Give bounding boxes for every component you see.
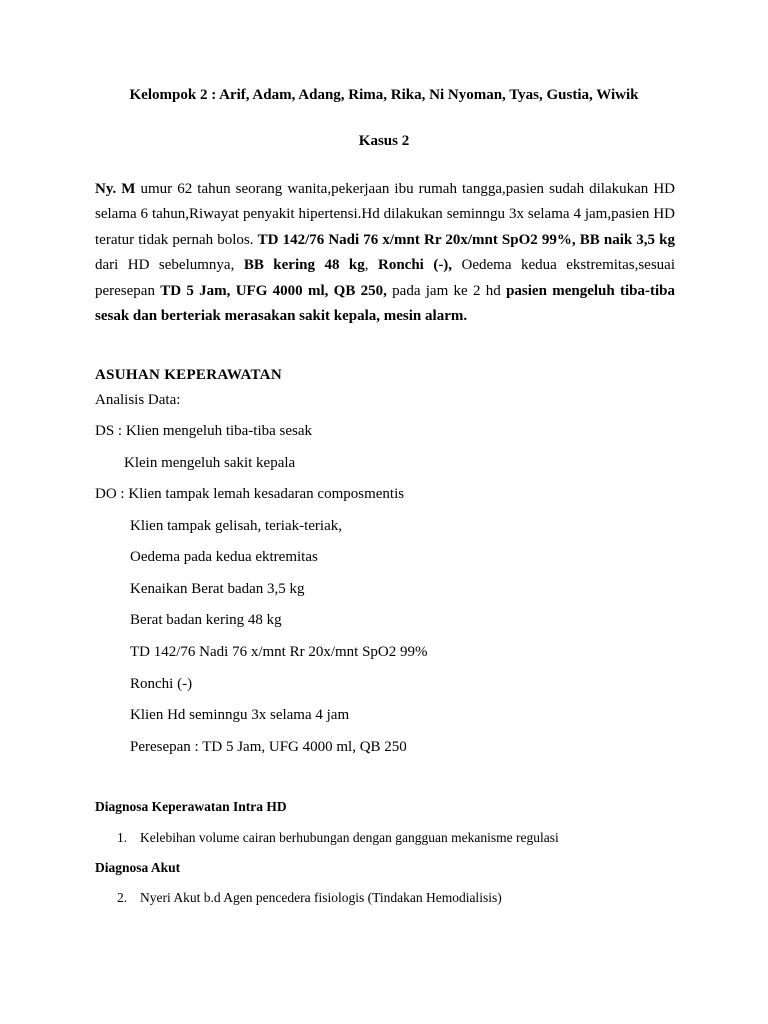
do-item: Ronchi (-) xyxy=(130,676,193,692)
ds-line: Klein mengeluh sakit kepala xyxy=(124,455,296,471)
do-item: Peresepan : TD 5 Jam, UFG 4000 ml, QB 250 xyxy=(130,739,407,755)
case-text: dari HD sebelumnya, xyxy=(95,257,244,274)
case-text: pada jam ke 2 hd xyxy=(386,282,507,299)
diagnosis-intra-title: Diagnosa Keperawatan Intra HD xyxy=(95,799,287,814)
diagnosis-acute-title: Diagnosa Akut xyxy=(95,860,181,875)
case-text: umur 62 tahun seorang wanita,pekerjaan ibu rumah tangga,pasien sudah dilakukan HD selama 6 tahun,Riwayat penyakit hipertensi.Hd dilakukan seminngu 3x selama 4 jam,pasien HD teratur tidak pernah bolos. xyxy=(95,181,675,248)
list-number: 2. xyxy=(117,890,128,905)
section-title: ASUHAN KEPERAWATAN xyxy=(95,367,282,383)
patient-name: Ny. M xyxy=(95,181,136,197)
diagnosis-item: Nyeri Akut b.d Agen pencedera fisiologis (Tindakan Hemodialisis) xyxy=(140,890,502,905)
case-text: , xyxy=(364,257,378,274)
case-text: Oedema kedua ekstremitas,sesuai peresepan xyxy=(95,257,675,299)
ds-line: DS : Klien mengeluh tiba-tiba sesak xyxy=(95,423,313,439)
ronchi: Ronchi (-), xyxy=(378,257,453,274)
case-paragraph xyxy=(95,177,675,329)
do-item: Klien tampak gelisah, teriak-teriak, xyxy=(130,518,342,534)
diagnosis-item: Kelebihan volume cairan berhubungan dengan gangguan mekanisme regulasi xyxy=(140,830,559,845)
list-number: 1. xyxy=(117,830,128,845)
do-item: Kenaikan Berat badan 3,5 kg xyxy=(130,581,305,597)
analysis-label: Analisis Data: xyxy=(95,392,181,408)
prescription: TD 5 Jam, UFG 4000 ml, QB 250, xyxy=(160,282,387,299)
complaint: pasien mengeluh tiba-tiba sesak dan berteriak merasakan sakit kepala, mesin alarm. xyxy=(95,282,676,325)
vital-signs: TD 142/76 Nadi 76 x/mnt Rr 20x/mnt SpO2 99%, BB naik 3,5 kg xyxy=(257,231,676,248)
do-item: Oedema pada kedua ektremitas xyxy=(130,549,318,565)
do-item: Klien Hd seminngu 3x selama 4 jam xyxy=(130,707,350,723)
dry-weight: BB kering 48 kg xyxy=(243,257,365,274)
case-title: Kasus 2 xyxy=(358,133,410,149)
do-item: TD 142/76 Nadi 76 x/mnt Rr 20x/mnt SpO2 99% xyxy=(130,644,428,660)
group-header: Kelompok 2 : Arif, Adam, Adang, Rima, Rika, Ni Nyoman, Tyas, Gustia, Wiwik xyxy=(129,87,639,103)
do-line: DO : Klien tampak lemah kesadaran composmentis xyxy=(95,486,405,502)
do-item: Berat badan kering 48 kg xyxy=(130,612,282,628)
